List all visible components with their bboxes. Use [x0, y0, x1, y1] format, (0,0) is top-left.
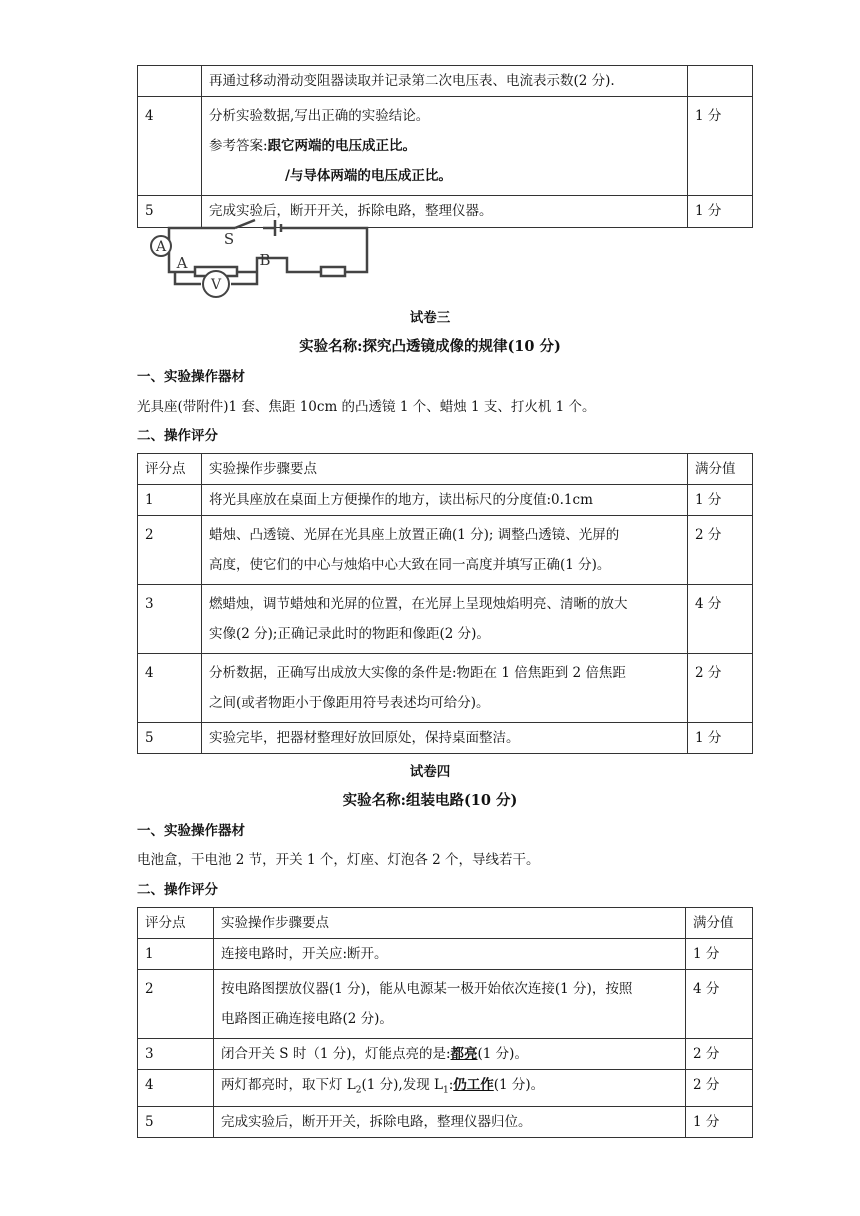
- exam4-score-table: [137, 907, 753, 1138]
- answer-prefix: 参考答案:: [209, 138, 268, 154]
- table-row: [138, 97, 753, 196]
- circuit-diagram: [145, 218, 375, 298]
- step-cell: [214, 1070, 686, 1107]
- score-cell: 1 分: [688, 723, 753, 754]
- score-cell: 1 分: [686, 1106, 753, 1137]
- point-cell: 2: [138, 970, 214, 1039]
- point-cell: 1: [138, 939, 214, 970]
- step-text: (1 分),发现 L: [361, 1077, 443, 1093]
- voltmeter-label: V: [210, 277, 222, 293]
- exam3-score-table: [137, 453, 753, 754]
- table-header-row: [138, 908, 753, 939]
- step-text: 两灯都亮时，取下灯 L: [221, 1077, 356, 1093]
- exam3-heading: 试卷三: [409, 310, 451, 326]
- step-line: 实像(2 分);正确记录此时的物距和像距(2 分)。: [209, 626, 490, 642]
- score-cell: 2 分: [686, 1070, 753, 1107]
- table-row: [138, 1039, 753, 1070]
- step-text: :: [448, 1077, 454, 1093]
- header-score: 满分值: [688, 454, 753, 485]
- subscript: 2: [355, 1085, 362, 1096]
- answer-text: 都亮: [450, 1046, 478, 1062]
- table-row: [138, 1070, 753, 1107]
- point-cell: 3: [138, 585, 202, 654]
- answer-line-2: /与导体两端的电压成正比。: [285, 168, 452, 184]
- score-cell: 1 分: [688, 196, 753, 228]
- point-b-label: B: [259, 251, 271, 269]
- point-cell: 4: [138, 97, 202, 196]
- ammeter-label: A: [155, 239, 167, 255]
- step-cell: 连接电路时，开关应:断开。: [214, 939, 686, 970]
- exam3-section-materials: 一、实验操作器材: [137, 369, 245, 385]
- score-cell: 4 分: [688, 585, 753, 654]
- score-cell: 1 分: [688, 97, 753, 196]
- exam4-materials-text: 电池盒，干电池 2 节，开关 1 个，灯座、灯泡各 2 个，导线若干。: [137, 852, 540, 868]
- switch-label: S: [223, 230, 235, 248]
- switch-lever: [235, 220, 255, 228]
- step-cell: 将光具座放在桌面上方便操作的地方，读出标尺的分度值:0.1cm: [202, 485, 688, 516]
- exam4-title: 实验名称:组装电路(10 分): [342, 792, 518, 809]
- score-cell: 4 分: [686, 970, 753, 1039]
- exam4-section-materials: 一、实验操作器材: [137, 823, 245, 839]
- step-cell: 完成实验后，断开开关，拆除电路，整理仪器。: [202, 196, 688, 228]
- score-cell: 2 分: [688, 654, 753, 723]
- table-row: [138, 939, 753, 970]
- point-cell: 1: [138, 485, 202, 516]
- step-text: (1 分)。: [493, 1077, 545, 1093]
- table-row: [138, 485, 753, 516]
- table-row: [138, 516, 753, 585]
- table-header-row: [138, 454, 753, 485]
- table-row: [138, 66, 753, 97]
- point-cell: 2: [138, 516, 202, 585]
- score-cell: 1 分: [688, 485, 753, 516]
- table-row: [138, 723, 753, 754]
- step-line: 蜡烛、凸透镜、光屏在光具座上放置正确(1 分); 调整凸透镜、光屏的: [209, 527, 620, 543]
- point-cell: 5: [138, 1106, 214, 1137]
- step-line: 电路图正确连接电路(2 分)。: [221, 1011, 393, 1027]
- step-line: 燃蜡烛，调节蜡烛和光屏的位置，在光屏上呈现烛焰明亮、清晰的放大: [209, 596, 628, 612]
- answer-text: 跟它两端的电压成正比。: [267, 138, 417, 154]
- answer-line-1: [209, 131, 680, 161]
- step-text: 闭合开关 S 时（1 分)，灯能点亮的是:: [221, 1046, 451, 1062]
- score-cell: 1 分: [686, 939, 753, 970]
- point-a-label: A: [176, 254, 188, 272]
- step-cell: [214, 1039, 686, 1070]
- step-cell: [202, 516, 688, 585]
- header-step: 实验操作步骤要点: [202, 454, 688, 485]
- step-cell: 完成实验后，断开开关，拆除电路，整理仪器归位。: [214, 1106, 686, 1137]
- step-cell: [202, 654, 688, 723]
- step-cell: [214, 970, 686, 1039]
- point-cell: 5: [138, 723, 202, 754]
- step-text: (1 分)。: [477, 1046, 528, 1062]
- point-cell: 4: [138, 654, 202, 723]
- score-cell: 2 分: [686, 1039, 753, 1070]
- header-step: 实验操作步骤要点: [214, 908, 686, 939]
- step-line: 分析数据，正确写出成放大实像的条件是:物距在 1 倍焦距到 2 倍焦距: [209, 665, 626, 681]
- header-score: 满分值: [686, 908, 753, 939]
- step-line: 之间(或者物距小于像距用符号表述均可给分)。: [209, 695, 490, 711]
- exam2-score-table-continued: [137, 65, 753, 228]
- exam4-section-scoring: 二、操作评分: [137, 882, 218, 898]
- point-cell: [138, 66, 202, 97]
- step-text: 分析实验数据,写出正确的实验结论。: [209, 108, 430, 124]
- score-cell: 2 分: [688, 516, 753, 585]
- header-point: 评分点: [138, 908, 214, 939]
- score-cell: [688, 66, 753, 97]
- exam4-heading: 试卷四: [409, 764, 451, 780]
- table-row: [138, 654, 753, 723]
- header-point: 评分点: [138, 454, 202, 485]
- answer-text: 仍工作: [453, 1077, 494, 1093]
- step-line: 按电路图摆放仪器(1 分)，能从电源某一极开始依次连接(1 分)，按照: [221, 981, 633, 997]
- table-row: [138, 970, 753, 1039]
- point-cell: 5: [138, 196, 202, 228]
- point-cell: 3: [138, 1039, 214, 1070]
- table-row: [138, 585, 753, 654]
- step-cell: 实验完毕，把器材整理好放回原处，保持桌面整洁。: [202, 723, 688, 754]
- table-row: [138, 1106, 753, 1137]
- step-line: 高度，使它们的中心与烛焰中心大致在同一高度并填写正确(1 分)。: [209, 557, 611, 573]
- exam3-title: 实验名称:探究凸透镜成像的规律(10 分): [299, 338, 561, 355]
- point-cell: 4: [138, 1070, 214, 1107]
- subscript: 1: [442, 1085, 449, 1096]
- step-cell: [202, 97, 688, 196]
- exam3-section-scoring: 二、操作评分: [137, 428, 218, 444]
- step-cell: [202, 585, 688, 654]
- step-cell: 再通过移动滑动变阻器读取并记录第二次电压表、电流表示数(2 分).: [202, 66, 688, 97]
- exam3-materials-text: 光具座(带附件)1 套、焦距 10cm 的凸透镜 1 个、蜡烛 1 支、打火机 1 个。: [137, 399, 596, 415]
- resistor-b: [321, 267, 345, 276]
